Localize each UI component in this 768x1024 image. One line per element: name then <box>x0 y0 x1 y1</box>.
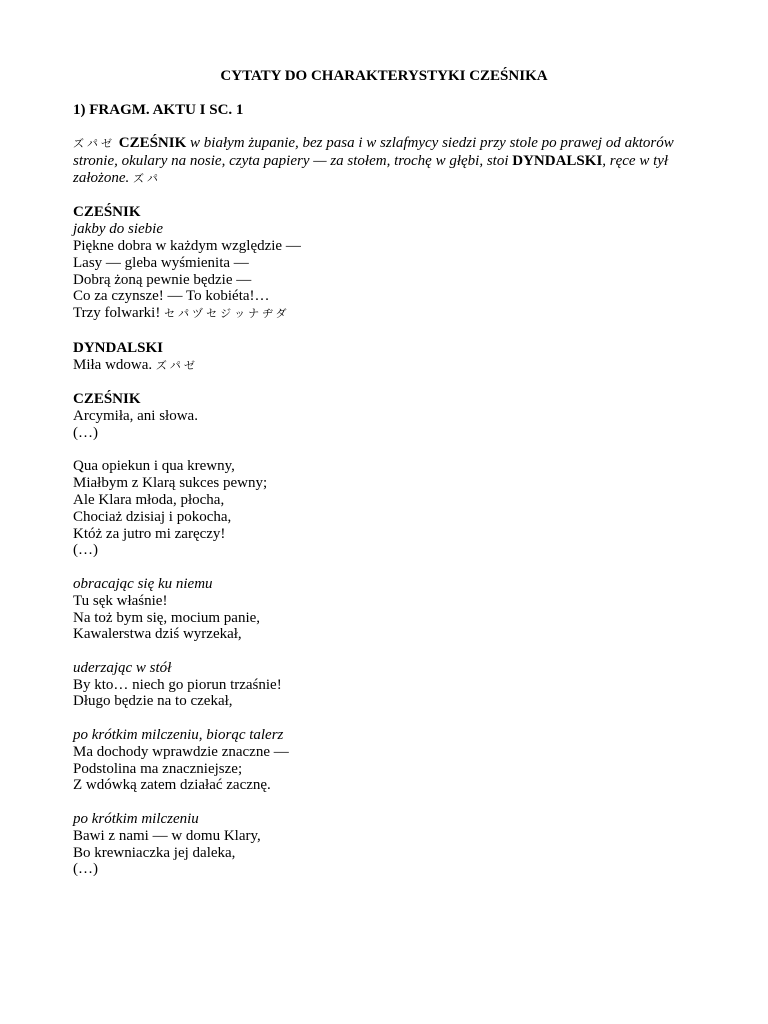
document-title: CYTATY DO CHARAKTERYSTYKI CZEŚNIKA <box>220 68 548 84</box>
verse-line: Któż za jutro mi zaręczy! <box>73 525 226 542</box>
dialogue-block <box>73 811 708 878</box>
verse-line: Tu sęk właśnie! <box>73 592 168 609</box>
verse-line: By kto… niech go piorun trzaśnie! <box>73 676 282 693</box>
ellipsis-line: (…) <box>73 861 98 878</box>
verse-line: Na toż bym się, mocium panie, <box>73 609 261 626</box>
stage-note: po krótkim milczeniu, biorąc talerz <box>73 727 284 744</box>
verse-line: Lasy — gleba wyśmienita — <box>73 254 249 271</box>
ellipsis-line: (…) <box>73 542 98 559</box>
verse-line: Chociaż dzisiaj i pokocha, <box>73 508 232 525</box>
verse-line: Co za czynsze! — To kobiéta!… <box>73 288 270 305</box>
verse-line: Miałbym z Klarą sukces pewny; <box>73 475 268 492</box>
verse-text: Miła wdowa. <box>73 356 153 373</box>
dialogue-block <box>73 660 708 710</box>
ellipsis-line: (…) <box>73 424 98 441</box>
verse-line: Arcymiła, ani słowa. <box>73 407 198 424</box>
verse-line: Ale Klara młoda, płocha, <box>73 491 225 508</box>
dialogue-block <box>73 458 708 559</box>
verse-line: Bo krewniaczka jej daleka, <box>73 844 236 861</box>
stage-note: jakby do siebie <box>73 221 163 238</box>
stage-name-dyndalski: DYNDALSKI <box>512 152 603 169</box>
verse-line: Z wdówką zatem działać zacznę. <box>73 777 271 794</box>
speaker-name: DYNDALSKI <box>73 339 164 356</box>
verse-line <box>73 305 708 323</box>
stage-mark-end: ズパ <box>133 171 161 185</box>
verse-line: Dobrą żoną pewnie będzie — <box>73 271 252 288</box>
stage-note: uderzając w stół <box>73 659 172 676</box>
stage-note: obracając się ku niemu <box>73 575 213 592</box>
verse-line: Bawi z nami — w domu Klary, <box>73 827 261 844</box>
dialogue-block <box>73 727 708 794</box>
verse-line: Kawalerstwa dziś wyrzekał, <box>73 626 242 643</box>
speaker-name: CZEŚNIK <box>73 391 141 408</box>
stage-text-2: , ręce w tył założone. <box>73 152 669 186</box>
dialogue-block <box>73 340 708 375</box>
stage-mark-start: ズパゼ <box>73 137 115 151</box>
garbled-mark: セパヅセジッナヂダ <box>164 307 290 321</box>
verse-line: Qua opiekun i qua krewny, <box>73 458 235 475</box>
stage-name-czesnik: CZEŚNIK <box>118 135 187 152</box>
dialogue-block <box>73 391 708 441</box>
stage-direction <box>73 135 708 187</box>
verse-line: Podstolina ma znaczniejsze; <box>73 760 243 777</box>
verse-text: Trzy folwarki! <box>73 305 161 322</box>
speaker-name: CZEŚNIK <box>73 204 141 221</box>
garbled-mark: ズパゼ <box>155 358 198 372</box>
dialogue-block <box>73 204 708 323</box>
verse-line: Ma dochody wprawdzie znaczne — <box>73 743 289 760</box>
section-heading: 1) FRAGM. AKTU I SC. 1 <box>73 101 244 118</box>
verse-line <box>73 357 708 375</box>
dialogue-block <box>73 576 708 643</box>
verse-line: Długo będzie na to czekał, <box>73 693 233 710</box>
stage-note: po krótkim milczeniu <box>73 811 199 828</box>
verse-line: Piękne dobra w każdym względzie — <box>73 237 301 254</box>
stage-text-1: w białym żupanie, bez pasa i w szlafmycy siedzi przy stole po prawej od aktorów stronie, okulary na nosie, czyta papiery — za stołem, trochę w głębi, stoi <box>73 135 674 169</box>
